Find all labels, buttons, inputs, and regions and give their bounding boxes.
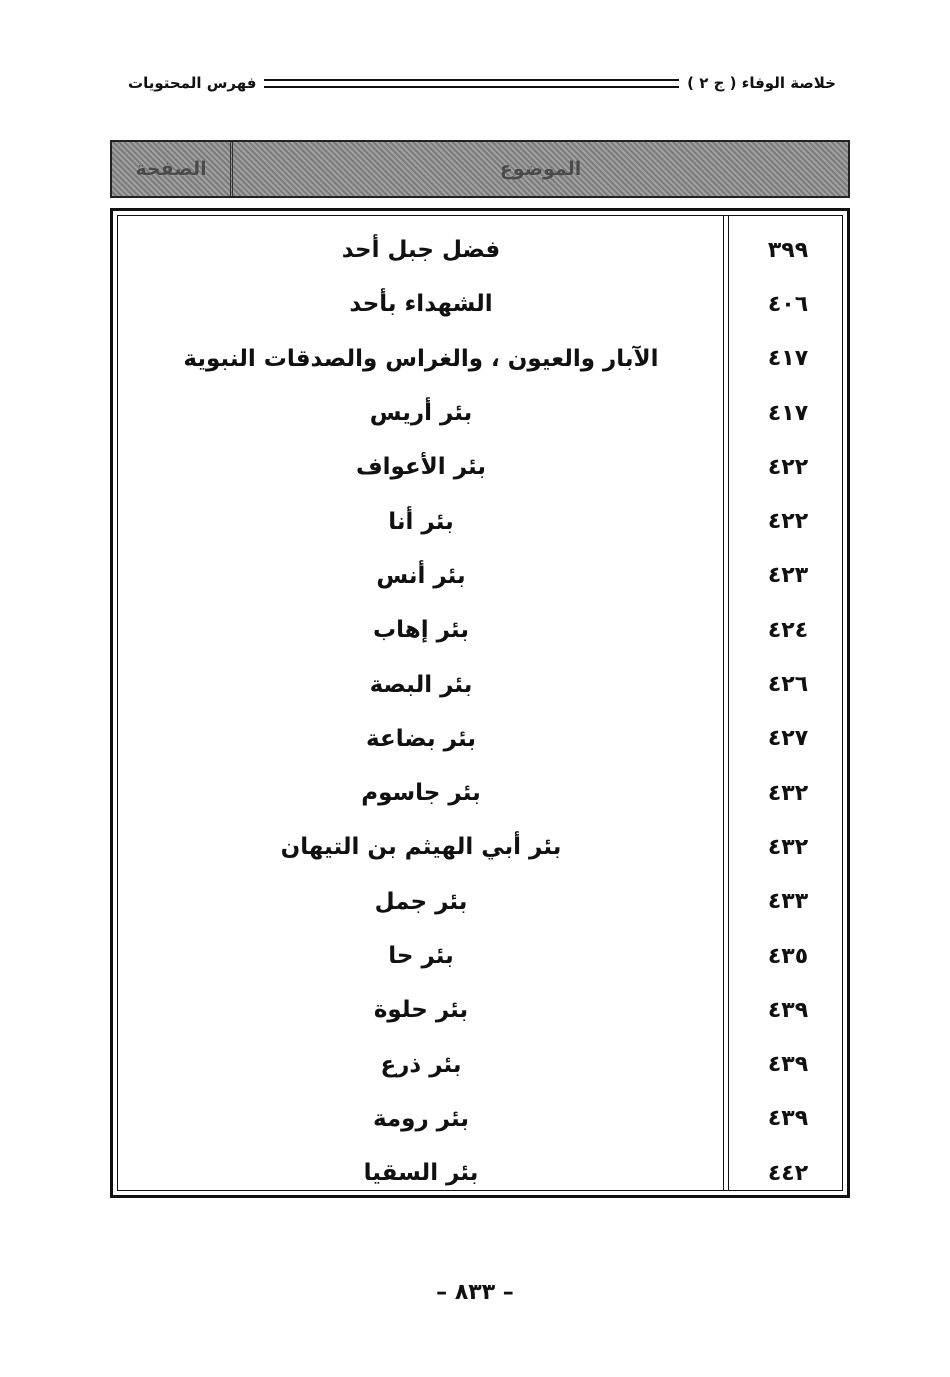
table-row — [113, 983, 847, 1037]
entry-subject: بئر أريس — [369, 400, 473, 427]
subject-column-header: الموضوع — [499, 158, 582, 180]
entry-subject: بئر رومة — [372, 1105, 470, 1132]
page-column-header: الصفحة — [112, 142, 233, 196]
entry-subject: بئر أنا — [388, 508, 454, 535]
entry-subject: بئر بضاعة — [366, 725, 476, 752]
table-row — [113, 1092, 847, 1146]
entry-page-number: ٤٢٦ — [767, 672, 809, 698]
entry-page-number: ٤٢٧ — [767, 726, 809, 752]
entry-subject: بئر ذرع — [380, 1051, 462, 1078]
entry-page-number: ٤٢٢ — [767, 509, 809, 535]
entry-page-number: ٤١٧ — [767, 346, 809, 372]
table-row — [113, 277, 847, 331]
table-row — [113, 549, 847, 603]
entry-subject: الشهداء بأحد — [349, 291, 493, 318]
entry-page-number: ٤١٧ — [767, 400, 809, 426]
table-row — [113, 875, 847, 929]
table-row — [113, 929, 847, 983]
table-body — [110, 208, 850, 1198]
book-title: خلاصة الوفاء ( ج ٢ ) — [687, 74, 836, 92]
entry-page-number: ٤٠٦ — [767, 291, 809, 317]
entry-subject: بئر جاسوم — [361, 780, 481, 807]
table-row — [113, 440, 847, 494]
entry-subject: بئر حلوة — [373, 997, 469, 1024]
running-header — [128, 72, 836, 94]
table-row — [113, 712, 847, 766]
table-row — [113, 657, 847, 711]
entry-page-number: ٤٣٢ — [767, 780, 809, 806]
entry-subject: بئر أنس — [376, 562, 466, 589]
section-title: فهرس المحتويات — [128, 74, 257, 92]
table-row — [113, 1146, 847, 1200]
entry-page-number: ٤٤٢ — [767, 1160, 809, 1186]
table-row — [113, 1037, 847, 1091]
entry-subject: بئر البصة — [369, 671, 473, 698]
table-row — [113, 386, 847, 440]
table-row — [113, 494, 847, 548]
table-row — [113, 603, 847, 657]
entry-page-number: ٤٣٩ — [767, 997, 809, 1023]
table-row — [113, 820, 847, 874]
entry-page-number: ٤٣٩ — [767, 1106, 809, 1132]
entry-subject: الآبار والعيون ، والغراس والصدقات النبوية — [183, 345, 659, 372]
entry-page-number: ٤٣٥ — [767, 943, 809, 969]
entry-page-number: ٤٢٢ — [767, 454, 809, 480]
header-rule — [264, 79, 679, 88]
table-row — [113, 223, 847, 277]
entry-page-number: ٤٣٣ — [767, 889, 809, 915]
table-row — [113, 332, 847, 386]
entry-subject: بئر أبي الهيثم بن التيهان — [280, 834, 562, 861]
entry-subject: بئر السقيا — [363, 1160, 479, 1187]
contents-table — [110, 140, 850, 1198]
entry-page-number: ٤٣٢ — [767, 834, 809, 860]
entry-subject: بئر إهاب — [373, 617, 469, 644]
entry-page-number: ٣٩٩ — [767, 237, 809, 263]
entry-subject: بئر حا — [388, 943, 454, 969]
entry-subject: فضل جبل أحد — [341, 237, 501, 264]
page-number: – ٨٣٣ – — [436, 1280, 514, 1305]
entry-subject: بئر جمل — [374, 888, 468, 915]
table-row — [113, 766, 847, 820]
table-rows — [113, 223, 847, 1200]
table-header — [110, 140, 850, 198]
entry-page-number: ٤٣٩ — [767, 1052, 809, 1078]
entry-subject: بئر الأعواف — [355, 454, 487, 481]
entry-page-number: ٤٢٣ — [767, 563, 809, 589]
entry-page-number: ٤٢٤ — [767, 617, 809, 643]
